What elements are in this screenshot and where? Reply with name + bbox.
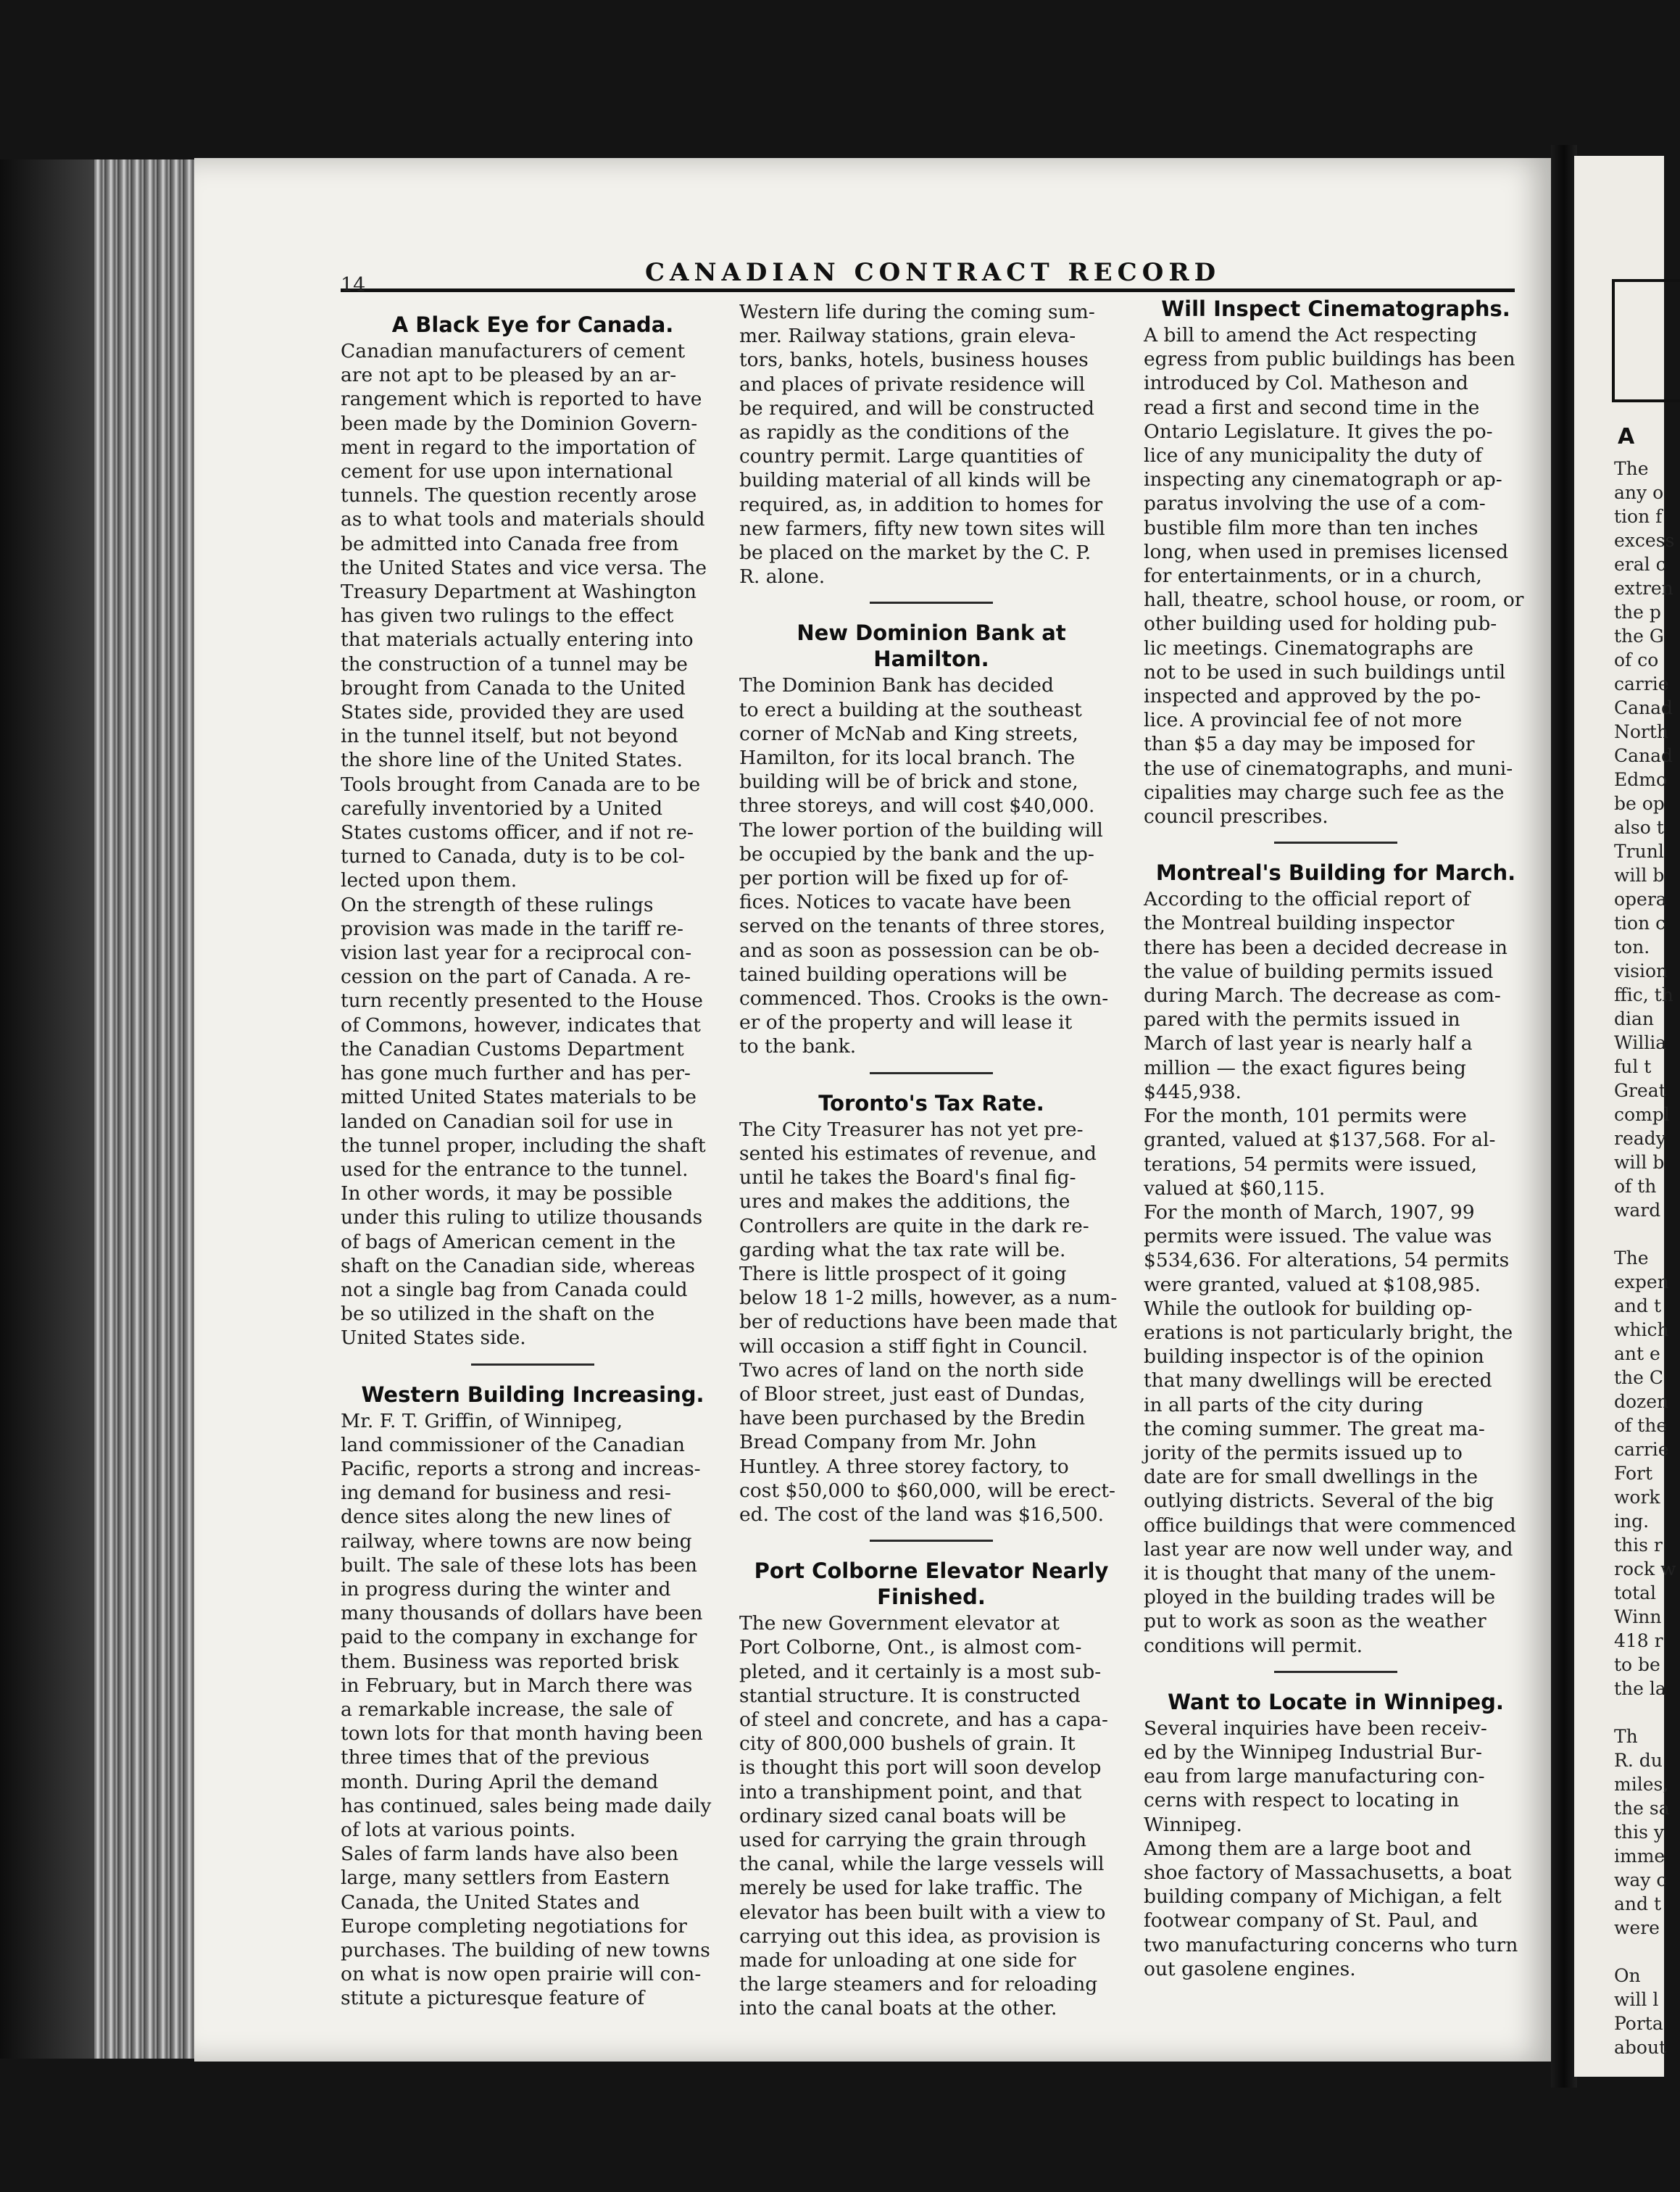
running-head: CANADIAN CONTRACT RECORD: [645, 258, 1221, 287]
article-paragraph: A bill to amend the Act respecting egress from public buildings has been introduced by Col. Matheson and read a first and second time in the Ontario Legislature. It gives the po- lice of any municipality the duty of inspecting any cinematograph or ap- paratus involving the use of a com- bustible film more than ten inches long, when used in premises licensed for entertainments, or in a church, hall, theatre, school house, or room, or other building used for holding pub- lic meetings. Cinematographs are not to be used in such buildings until inspected and approved by the po- lice. A provincial fee of not more than $5 a day may be imposed for the use of cinematographs, and muni- cipalities may charge such fee as the council prescribes.: [1144, 324, 1524, 829]
article-title-western-building: Western Building Increasing.: [361, 1382, 704, 1407]
article-paragraph: Several inquiries have been receiv- ed by the Winnipeg Industrial Bur- eau from large manufacturing con- cerns with respect to locating in Winnipeg.: [1144, 1716, 1487, 1836]
book-page-edges: [0, 159, 217, 2059]
column-3: [1144, 296, 1528, 1981]
article-paragraph: The City Treasurer has not yet pre- sented his estimates of revenue, and until he takes the Board's final fig- ures and makes the additions, the Controllers are quite in the dark re- garding what the tax rate will be. There is little prospect of it going below 18 1-2 mills, however, as a num- ber of reductions have been made that will occasion a stiff fight in Council.: [739, 1118, 1118, 1358]
article-paragraph: Western life during the coming sum- mer. Railway stations, grain eleva- tors, banks, hotels, business houses and places of private residence will be required, and will be constructed as rapidly as the conditions of the country permit. Large quantities of building material of all kinds will be required, as, in addition to homes for new farmers, fifty new town sites will be placed on the market by the C. P. R. alone.: [739, 301, 1105, 589]
article-paragraph: Canadian manufacturers of cement are not apt to be pleased by an ar- rangement which is reported to have been made by the Dominion Govern- ment in regard to the importation of cement for use upon international tunnels. The question recently arose as to what tools and materials should be admitted into Canada free from the United States and vice versa. The Treasury Department at Washington has given two rulings to the effect that materials actually entering into the construction of a tunnel may be brought from Canada to the United States side, provided they are used in the tunnel itself, but not beyond the shore line of the United States. Tools brought from Canada are to be carefully inventoried by a United States customs officer, and if not re- turned to Canada, duty is to be col- lected upon them.: [341, 340, 707, 892]
article-title-winnipeg: Want to Locate in Winnipeg.: [1168, 1689, 1504, 1714]
page-header: [341, 258, 1515, 296]
article-paragraph: According to the official report of the Montreal building inspector there has been a decided decrease in the value of building permits issued during March. The decrease as com- pared with the permits issued in March of last year is nearly half a million — the exact figures being $445,938.: [1144, 888, 1508, 1103]
article-paragraph: Sales of farm lands have also been large, many settlers from Eastern Canada, the United States and Europe completing negotiations for purchases. The building of new towns on what is now open prairie will con- stitute a picturesque feature of: [341, 1843, 710, 2010]
section-divider: [870, 602, 993, 604]
article-title-black-eye: A Black Eye for Canada.: [391, 312, 674, 337]
article-paragraph: While the outlook for building op- erations is not particularly bright, the building inspector is of the opinion that many dwellings will be erected in all parts of the city during the coming summer. The great ma- jority of the permits issued up to date are for small dwellings in the outlying districts. Several of the big office buildings that were commenced last year are now well under way, and it is thought that many of the unem- ployed in the building trades will be put to work as soon as the weather conditions will permit.: [1144, 1297, 1516, 1657]
article-title-montreal: Montreal's Building for March.: [1155, 860, 1516, 886]
article-title-cinematographs: Will Inspect Cinematographs.: [1161, 296, 1510, 321]
article-title-dominion-bank: New Dominion Bank at Hamilton.: [797, 620, 1066, 672]
right-page-heading-fragment: A: [1618, 424, 1635, 449]
section-divider: [1274, 1671, 1397, 1673]
section-divider: [870, 1072, 993, 1074]
section-divider: [870, 1540, 993, 1542]
article-title-port-colborne: Port Colborne Elevator Nearly Finished.: [754, 1558, 1109, 1610]
article-paragraph: Two acres of land on the north side of Bloor street, just east of Dundas, have been purchased by the Bredin Bread Company from Mr. John Huntley. A three storey factory, to cost $50,000 to $60,000, will be erect- ed. The cost of the land was $16,500.: [739, 1358, 1116, 1526]
article-title-toronto-tax: Toronto's Tax Rate.: [818, 1090, 1044, 1116]
book-gutter: [1551, 145, 1577, 2088]
right-page-box: [1612, 279, 1680, 402]
section-divider: [1274, 842, 1397, 844]
article-paragraph: Among them are a large boot and shoe factory of Massachusetts, a boat building company of Michigan, a felt footwear company of St. Paul, and two manufacturing concerns who turn out gasolene engines.: [1144, 1837, 1518, 1980]
article-paragraph: For the month of March, 1907, 99 permits were issued. The value was $534,636. For alterations, 54 permits were granted, valued at $108,985.: [1144, 1200, 1510, 1296]
page-number: 14: [341, 274, 366, 296]
article-paragraph: For the month, 101 permits were granted, valued at $137,568. For al- terations, 54 permits were issued, valued at $60,115.: [1144, 1105, 1496, 1200]
article-paragraph: The new Government elevator at Port Colborne, Ont., is almost com- pleted, and it certainly is a most sub- stantial structure. It is constructed of steel and concrete, and has a capa- city of 800,000 bushels of grain. It is thought this port will soon develop into a transhipment point, and that ordinary sized canal boats will be used for carrying the grain through the canal, while the large vessels will merely be used for lake traffic. The elevator has been built with a view to carrying out this idea, as provision is made for unloading at one side for the large steamers and for reloading into the canal boats at the other.: [739, 1612, 1108, 2020]
right-page-text-fragment: The any o tion f excess eral c extren the p the G of co carrie Canad North Canad Edmo be op also t Trunl will b opera tion c ton. vision ffic, th dian Willia ful t Great compl ready will b of th ward The expen and t which ant e the C dozen of the carrie Fort work ing. this r rock w total Winn 418 r to be the la Th R. du miles, the sa this y imme way c and t were On will l Porta about: [1614, 458, 1676, 2058]
article-paragraph: Mr. F. T. Griffin, of Winnipeg, land commissioner of the Canadian Pacific, reports a strong and increas- ing demand for business and resi- dence sites along the new lines of railway, where towns are now being built. The sale of these lots has been in progress during the winter and many thousands of dollars have been paid to the company in exchange for them. Business was reported brisk in February, but in March there was a remarkable increase, the sale of town lots for that month having been three times that of the previous month. During April the demand has continued, sales being made daily of lots at various points.: [341, 1409, 712, 1841]
right-page-fragment: [1574, 156, 1676, 2077]
column-2: [739, 300, 1123, 2021]
section-divider: [471, 1363, 594, 1366]
article-paragraph: On the strength of these rulings provision was made in the tariff re- vision last year for a reciprocal con- cession on the part of Canada. A re- turn recently presented to the House of Commons, however, indicates that the Canadian Customs Department has gone much further and has per- mitted United States materials to be landed on Canadian soil for use in the tunnel proper, including the shaft used for the entrance to the tunnel. In other words, it may be possible under this ruling to utilize thousands of bags of American cement in the shaft on the Canadian side, whereas not a single bag from Canada could be so utilized in the shaft on the United States side.: [341, 893, 706, 1350]
column-1: [341, 312, 725, 2011]
article-paragraph: The Dominion Bank has decided to erect a building at the southeast corner of McNab and King streets, Hamilton, for its local branch. The building will be of brick and stone, three storeys, and will cost $40,000. The lower portion of the building will be occupied by the bank and the up- per portion will be fixed up for of- fices. Notices to vacate have been served on the tenants of three stores, and as soon as possession can be ob- tained building operations will be commenced. Thos. Crooks is the own- er of the property and will lease it to the bank.: [739, 674, 1109, 1058]
